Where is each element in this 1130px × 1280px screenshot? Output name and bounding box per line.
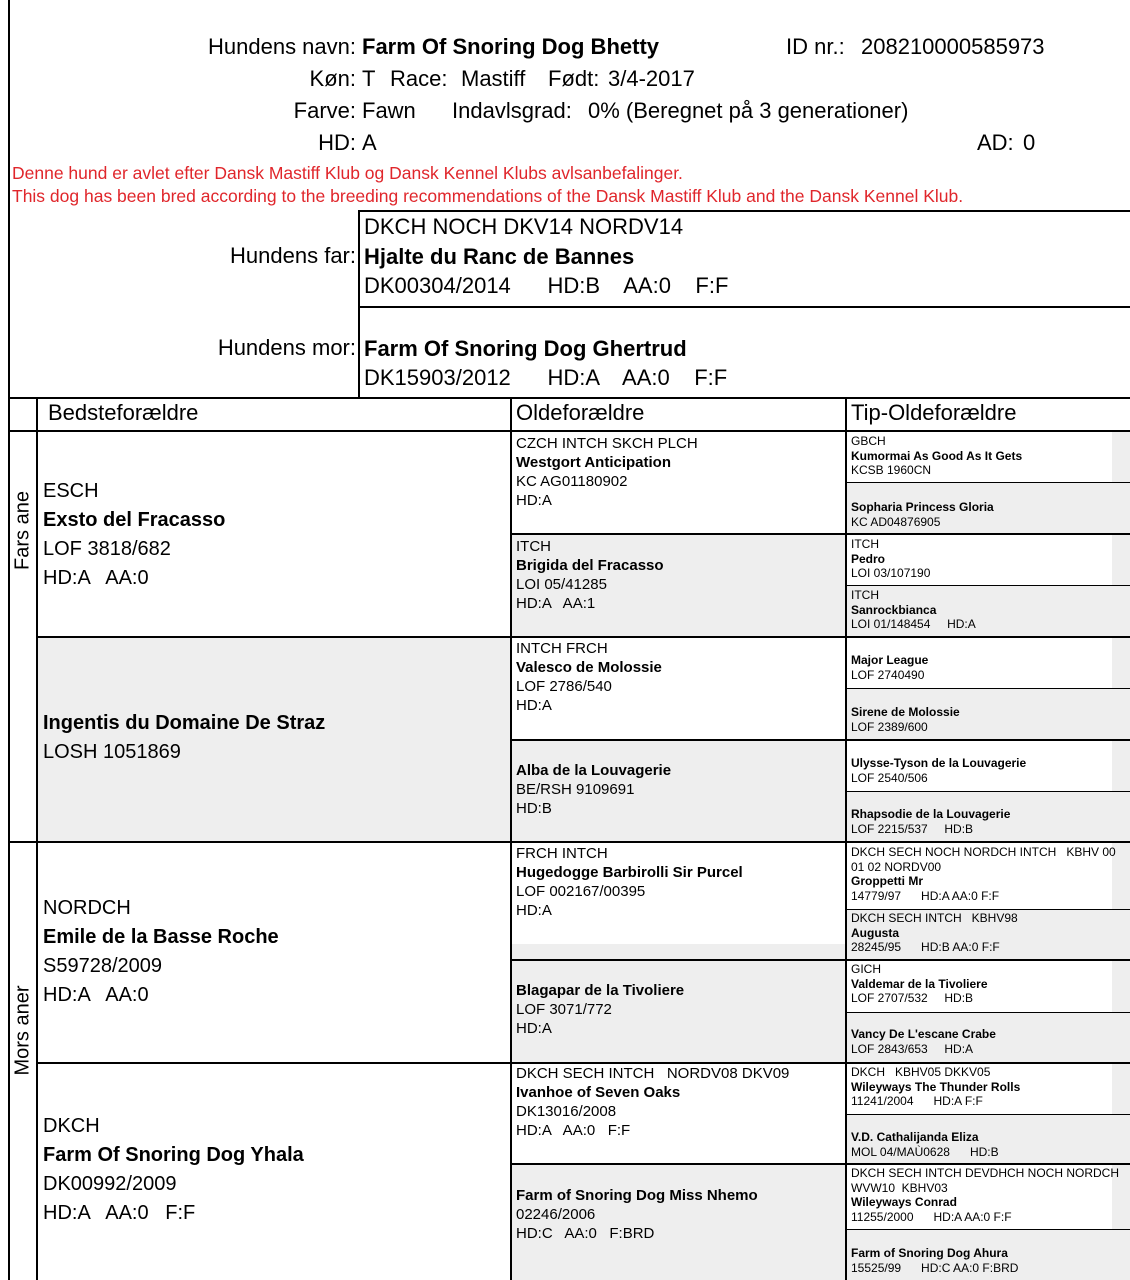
col-header-great-grandparents: Oldeforældre bbox=[516, 400, 645, 425]
grandparent-reg: DK00992/2009 bbox=[43, 1173, 177, 1195]
grandparent-name: Farm Of Snoring Dog Yhala bbox=[43, 1144, 304, 1166]
ggg-reg: LOI 01/148454 HD:A bbox=[851, 617, 976, 631]
breeding-note-en: This dog has been bred according to the breeding recommendations of the Dansk Mastiff Klub and the Dansk Kennel Klub. bbox=[12, 186, 964, 206]
ggg-name: Wileyways The Thunder Rolls bbox=[851, 1079, 1021, 1094]
born-value: 3/4-2017 bbox=[608, 66, 695, 91]
ggg-name: Vancy De L'escane Crabe bbox=[851, 1027, 996, 1041]
great-great-grandparent-13 bbox=[851, 1065, 1130, 1109]
gg-reg: 02246/2006 bbox=[516, 1206, 596, 1223]
great-grandparent-4 bbox=[516, 761, 671, 818]
ggg-titles: ITCH bbox=[851, 537, 879, 551]
grandparent-reg: S59728/2009 bbox=[43, 955, 163, 977]
ggg-name: Groppetti Mr bbox=[851, 874, 923, 888]
ggg-reg: LOF 2389/600 bbox=[851, 719, 928, 734]
sire-reg: DK00304/2014 HD:B AA:0 F:F bbox=[364, 273, 729, 298]
gg-reg: LOF 3071/772 bbox=[516, 1001, 612, 1018]
great-great-grandparent-12 bbox=[851, 1027, 1130, 1056]
gg-name: Hugedogge Barbirolli Sir Purcel bbox=[516, 864, 743, 881]
hd-label: HD: bbox=[318, 130, 356, 155]
breed-label: Race: bbox=[390, 66, 448, 91]
gg-name: Farm of Snoring Dog Miss Nhemo bbox=[516, 1187, 758, 1204]
id-label: ID nr.: bbox=[786, 34, 845, 59]
ggg-name: Sopharia Princess Gloria bbox=[851, 500, 994, 514]
great-great-grandparent-8 bbox=[851, 807, 1130, 836]
grandparent-2 bbox=[43, 709, 325, 767]
gg-reg: DK13016/2008 bbox=[516, 1103, 617, 1120]
great-great-grandparent-14 bbox=[851, 1130, 1130, 1159]
sire-titles: DKCH NOCH DKV14 NORDV14 bbox=[364, 214, 684, 239]
great-great-grandparent-3 bbox=[851, 537, 1130, 581]
sire-label: Hundens far: bbox=[230, 243, 356, 268]
great-grandparent-1 bbox=[516, 434, 698, 510]
great-great-grandparent-9 bbox=[851, 845, 1130, 903]
ggg-titles: GICH bbox=[851, 962, 881, 976]
ad-value: 0 bbox=[1023, 130, 1036, 155]
great-grandparent-5 bbox=[516, 844, 743, 920]
gg-name: Valesco de Molossie bbox=[516, 659, 662, 676]
grandparent-health: HD:A AA:0 bbox=[43, 567, 149, 589]
gg-health: HD:B bbox=[516, 800, 552, 817]
col-header-grandparents: Bedsteforældre bbox=[48, 400, 199, 425]
ggg-reg: LOF 2843/653 HD:A bbox=[851, 1041, 974, 1056]
breeding-note-dk: Denne hund er avlet efter Dansk Mastiff Klub og Dansk Kennel Klubs avlsanbefalinger. bbox=[12, 163, 683, 183]
gg-health: HD:A bbox=[516, 1020, 552, 1037]
ggg-name: Pedro bbox=[851, 551, 886, 566]
great-great-grandparent-15 bbox=[851, 1166, 1130, 1224]
dam-name: Farm Of Snoring Dog Ghertrud bbox=[364, 336, 687, 361]
ggg-name: Kumormai As Good As It Gets bbox=[851, 448, 1023, 463]
mothers-side-label: Mors aner bbox=[11, 985, 34, 1076]
grandparent-health: HD:A AA:0 F:F bbox=[43, 1202, 196, 1224]
grandparent-1 bbox=[43, 477, 225, 593]
grandparent-health: HD:A AA:0 bbox=[43, 984, 149, 1006]
inbreeding-label: Indavlsgrad: bbox=[452, 98, 572, 123]
gg-health: HD:C AA:0 F:BRD bbox=[516, 1225, 655, 1242]
id-number: 208210000585973 bbox=[861, 34, 1045, 59]
ggg-name: Sanrockbianca bbox=[851, 602, 937, 617]
ggg-reg: LOI 03/107190 bbox=[851, 566, 931, 580]
ggg-reg: LOF 2540/506 bbox=[851, 770, 928, 785]
ggg-name: Farm of Snoring Dog Ahura bbox=[851, 1246, 1008, 1260]
gg-health: HD:A bbox=[516, 492, 552, 509]
gg-name: Blagapar de la Tivoliere bbox=[516, 982, 685, 999]
great-great-grandparent-11 bbox=[851, 962, 1130, 1006]
grandparent-name: Exsto del Fracasso bbox=[43, 509, 226, 531]
gg-health: HD:A bbox=[516, 697, 552, 714]
great-great-grandparent-10 bbox=[851, 911, 1130, 955]
color-value: Fawn bbox=[362, 98, 416, 123]
col-header-great-great-grandparents: Tip-Oldeforældre bbox=[851, 400, 1017, 425]
gg-titles: FRCH INTCH bbox=[516, 845, 608, 862]
ggg-titles: DKCH SECH INTCH DEVDHCH NOCH NORDCH bbox=[851, 1166, 1120, 1180]
great-grandparent-2 bbox=[516, 537, 664, 613]
gg-reg: KC AG01180902 bbox=[516, 473, 628, 490]
gg-reg: LOF 002167/00395 bbox=[516, 883, 646, 900]
grandparent-titles: ESCH bbox=[43, 480, 99, 502]
grandparent-titles: NORDCH bbox=[43, 897, 131, 919]
ggg-reg: LOF 2740490 bbox=[851, 667, 925, 682]
ggg-titles: DKCH SECH INTCH KBHV98 bbox=[851, 911, 1018, 925]
grandparent-3 bbox=[43, 894, 279, 1010]
ggg-reg: LOF 2707/532 HD:B bbox=[851, 991, 974, 1005]
ggg-reg: LOF 2215/537 HD:B bbox=[851, 821, 974, 836]
ggg-reg: 11255/2000 HD:A AA:0 F:F bbox=[851, 1209, 1012, 1224]
grandparent-reg: LOSH 1051869 bbox=[43, 741, 181, 763]
sex-label: Køn: bbox=[309, 66, 356, 91]
born-label: Født: bbox=[548, 66, 600, 91]
gg-name: Ivanhoe of Seven Oaks bbox=[516, 1084, 681, 1101]
ggg-name: Sirene de Molossie bbox=[851, 705, 960, 719]
ggg-titles: ITCH bbox=[851, 588, 879, 602]
gg-health: HD:A AA:1 bbox=[516, 595, 596, 612]
ggg-reg: KCSB 1960CN bbox=[851, 463, 932, 477]
great-great-grandparent-2 bbox=[851, 500, 1130, 529]
ggg-name: Valdemar de la Tivoliere bbox=[851, 976, 988, 991]
gg-name: Westgort Anticipation bbox=[516, 454, 671, 471]
ggg-titles: DKCH KBHV05 DKKV05 bbox=[851, 1065, 991, 1079]
dam-reg: DK15903/2012 HD:A AA:0 F:F bbox=[364, 365, 728, 390]
ggg-reg: 28245/95 HD:B AA:0 F:F bbox=[851, 940, 1000, 954]
gg-name: Alba de la Louvagerie bbox=[516, 762, 672, 779]
great-grandparent-3 bbox=[516, 639, 662, 715]
gg-health: HD:A AA:0 F:F bbox=[516, 1122, 631, 1139]
ggg-titles: GBCH bbox=[851, 434, 886, 448]
great-grandparent-6 bbox=[516, 981, 684, 1038]
ggg-reg: 14779/97 HD:A AA:0 F:F bbox=[851, 888, 1000, 903]
great-great-grandparent-1 bbox=[851, 434, 1130, 478]
great-great-grandparent-4 bbox=[851, 588, 1130, 632]
ggg-titles: DKCH SECH NOCH NORDCH INTCH KBHV 00 bbox=[851, 845, 1116, 859]
dog-name-label: Hundens navn: bbox=[208, 34, 356, 59]
gg-titles: CZCH INTCH SKCH PLCH bbox=[516, 435, 698, 452]
ad-label: AD: bbox=[977, 130, 1014, 155]
gg-titles: DKCH SECH INTCH NORDV08 DKV09 bbox=[516, 1065, 790, 1082]
great-great-grandparent-6 bbox=[851, 705, 1130, 734]
great-grandparent-8 bbox=[516, 1186, 758, 1243]
gg-reg: LOF 2786/540 bbox=[516, 678, 612, 695]
ggg-reg: 15525/99 HD:C AA:0 F:BRD bbox=[851, 1260, 1019, 1275]
grandparent-name: Emile de la Basse Roche bbox=[43, 926, 279, 948]
ggg-titles: WVW10 KBHV03 bbox=[851, 1180, 948, 1195]
great-great-grandparent-16 bbox=[851, 1246, 1130, 1275]
dog-name: Farm Of Snoring Dog Bhetty bbox=[362, 34, 659, 59]
gg-health: HD:A bbox=[516, 902, 552, 919]
ggg-reg: KC AD04876905 bbox=[851, 514, 941, 529]
gg-name: Brigida del Fracasso bbox=[516, 557, 664, 574]
great-grandparent-7 bbox=[516, 1064, 789, 1140]
sire-name: Hjalte du Ranc de Bannes bbox=[364, 244, 635, 269]
grandparent-name: Ingentis du Domaine De Straz bbox=[43, 712, 326, 734]
grandparent-titles: DKCH bbox=[43, 1115, 100, 1137]
hd-value: A bbox=[362, 130, 377, 155]
color-label: Farve: bbox=[293, 98, 356, 123]
inbreeding-value: 0% (Beregnet på 3 generationer) bbox=[588, 98, 909, 123]
gg-reg: BE/RSH 9109691 bbox=[516, 781, 635, 798]
ggg-name: V.D. Cathalijanda Eliza bbox=[851, 1130, 979, 1144]
gg-titles: INTCH FRCH bbox=[516, 640, 608, 657]
great-great-grandparent-5 bbox=[851, 653, 1130, 682]
breed-value: Mastiff bbox=[461, 66, 526, 91]
fathers-side-label: Fars ane bbox=[11, 491, 34, 570]
ggg-titles: 01 02 NORDV00 bbox=[851, 859, 942, 874]
ggg-name: Wileyways Conrad bbox=[851, 1195, 957, 1209]
ggg-name: Major League bbox=[851, 653, 929, 667]
grandparent-reg: LOF 3818/682 bbox=[43, 538, 171, 560]
gg-titles: ITCH bbox=[516, 538, 551, 555]
grandparent-4 bbox=[43, 1112, 304, 1228]
ggg-name: Rhapsodie de la Louvagerie bbox=[851, 807, 1011, 821]
ggg-reg: 11241/2004 HD:A F:F bbox=[851, 1094, 983, 1108]
ggg-reg: MOL 04/MAÙ0628 HD:B bbox=[851, 1144, 999, 1159]
ggg-name: Ulysse-Tyson de la Louvagerie bbox=[851, 756, 1027, 770]
great-great-grandparent-7 bbox=[851, 756, 1130, 785]
ggg-name: Augusta bbox=[851, 925, 899, 940]
gg-reg: LOI 05/41285 bbox=[516, 576, 607, 593]
sex-value: T bbox=[362, 66, 376, 91]
dam-label: Hundens mor: bbox=[217, 335, 356, 360]
